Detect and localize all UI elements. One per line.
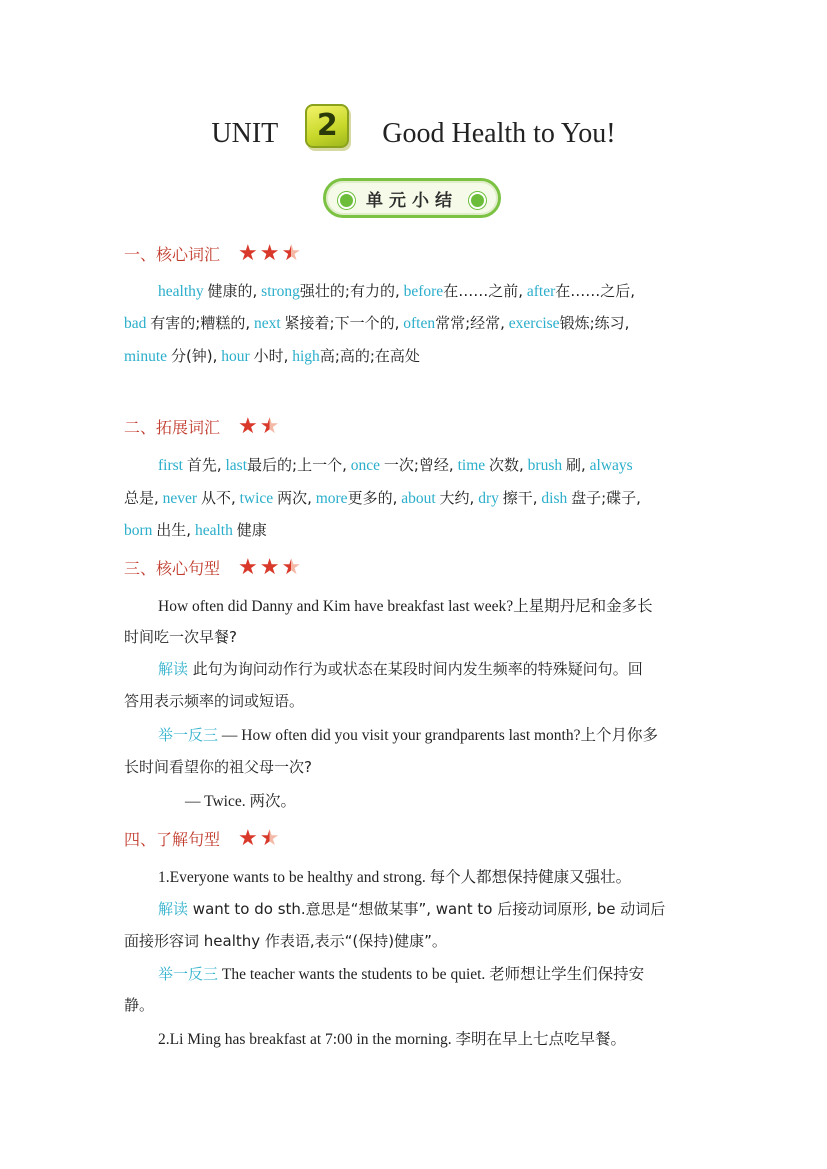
vocab-meaning: 健康的, (207, 282, 258, 300)
vocab-word: exercise (508, 315, 560, 332)
vocab-word: before (403, 283, 444, 300)
unit-number-badge: 2 (305, 104, 349, 148)
example-line (185, 789, 296, 811)
explain-line (158, 898, 665, 919)
explain-text: 面接形容词 healthy 作表语,表示“(保持)健康”。 (124, 932, 447, 950)
section-heading-ext-vocab (124, 415, 279, 438)
vocab-meaning: 常常;经常, (435, 314, 505, 332)
star-icon: ★ (238, 825, 258, 851)
vocab-word: first (158, 457, 183, 474)
example-line (158, 723, 658, 745)
badge-dot-right (469, 192, 486, 209)
vocab-line (124, 519, 267, 540)
star-icon: ★ (238, 554, 258, 580)
vocab-word: once (350, 457, 380, 474)
star-icon: ★ (238, 413, 258, 439)
vocab-meaning: 健康 (236, 521, 267, 539)
vocab-meaning: 两次, (277, 489, 312, 507)
vocab-meaning: 高;高的;在高处 (319, 347, 420, 365)
star-icon: ★ (259, 554, 280, 580)
vocab-word: dry (478, 490, 499, 507)
vocab-word: twice (239, 490, 274, 507)
sentence-text: 时间吃一次早餐? (124, 628, 237, 646)
sentence-text: 2.Li Ming has breakfast at 7:00 in the morning. 李明在早上七点吃早餐。 (158, 1031, 626, 1048)
explain-line (124, 930, 447, 951)
explain-line (124, 690, 304, 711)
summary-badge (323, 178, 501, 218)
rating-stars (238, 413, 280, 439)
vocab-meaning: 从不, (200, 489, 236, 507)
sentence-line (158, 1027, 626, 1049)
star-icon: ★ (259, 240, 280, 266)
section-heading-known-sentence (124, 827, 279, 850)
vocab-word: bad (124, 315, 147, 332)
section-heading-core-sentence (124, 556, 301, 579)
vocab-line (124, 312, 629, 333)
explain-label: 解读 (158, 900, 189, 918)
vocab-meaning: 盘子;碟子, (571, 489, 641, 507)
vocab-word: hour (221, 348, 250, 365)
half-star-icon: ★ (259, 825, 280, 851)
vocab-word: born (124, 522, 153, 539)
section-title: 一、核心词汇 (124, 245, 221, 264)
example-line (124, 994, 154, 1015)
explain-line (158, 658, 643, 679)
sentence-line (158, 865, 631, 887)
vocab-line (158, 280, 635, 301)
star-icon: ★ (238, 240, 258, 266)
badge-text: 单元小结 (366, 190, 458, 211)
example-text: — Twice. 两次。 (185, 793, 296, 810)
vocab-line (124, 345, 420, 366)
example-label: 举一反三 (158, 965, 219, 983)
vocab-meaning: 强壮的;有力的, (299, 282, 400, 300)
example-line (124, 756, 312, 777)
vocab-meaning: 在……之前, (443, 282, 523, 300)
vocab-word: dish (541, 490, 568, 507)
vocab-word: next (253, 315, 281, 332)
vocab-meaning: 擦干, (502, 489, 538, 507)
explain-label: 解读 (158, 660, 189, 678)
vocab-meaning: 最后的;上一个, (247, 456, 347, 474)
vocab-meaning: 更多的, (347, 489, 398, 507)
rating-stars (238, 240, 302, 266)
half-star-icon: ★ (259, 413, 280, 439)
vocab-meaning: 锻炼;练习, (559, 314, 630, 332)
vocab-word: never (162, 490, 198, 507)
explain-text: 此句为询问动作行为或状态在某段时间内发生频率的特殊疑问句。回 (192, 660, 643, 678)
unit-name: Good Health to You! (382, 118, 616, 149)
badge-dot-left (338, 192, 355, 209)
vocab-word: last (225, 457, 248, 474)
vocab-line (124, 487, 641, 508)
vocab-word: more (315, 490, 348, 507)
example-line (158, 962, 644, 984)
vocab-word: about (401, 490, 436, 507)
vocab-word: strong (261, 283, 300, 300)
vocab-meaning: 一次;曾经, (383, 456, 454, 474)
vocab-line (158, 454, 633, 475)
section-heading-core-vocab (124, 242, 301, 265)
vocab-word: minute (124, 348, 168, 365)
vocab-meaning: 小时, (253, 347, 289, 365)
unit-label: UNIT (211, 118, 279, 149)
sentence-line (124, 626, 237, 647)
vocab-meaning: 紧接着;下一个的, (284, 314, 400, 332)
section-title: 三、核心句型 (124, 559, 221, 578)
rating-stars (238, 554, 302, 580)
vocab-word: high (292, 348, 320, 365)
vocab-meaning: 有害的;糟糕的, (150, 314, 251, 332)
sentence-text: 1.Everyone wants to be healthy and strong. 每个人都想保持健康又强壮。 (158, 869, 632, 886)
half-star-icon: ★ (281, 240, 302, 266)
vocab-word: always (589, 457, 633, 474)
sentence-text: How often did Danny and Kim have breakfast last week?上星期丹尼和金多长 (158, 598, 653, 615)
vocab-word: after (526, 283, 556, 300)
vocab-word: health (194, 522, 233, 539)
example-text: The teacher wants the students to be quiet. 老师想让学生们保持安 (221, 966, 645, 983)
vocab-word: often (403, 315, 436, 332)
vocab-meaning: 大约, (439, 489, 475, 507)
section-title: 二、拓展词汇 (124, 418, 221, 437)
sentence-line (158, 594, 653, 616)
half-star-icon: ★ (281, 554, 302, 580)
example-text: 静。 (124, 996, 155, 1014)
section-title: 四、了解句型 (124, 830, 221, 849)
vocab-meaning: 首先, (186, 456, 222, 474)
vocab-meaning: 次数, (489, 456, 524, 474)
vocab-meaning: 刷, (566, 456, 586, 474)
rating-stars (238, 825, 280, 851)
vocab-word: healthy (158, 283, 204, 300)
example-text: — How often did you visit your grandparents last month?上个月你多 (221, 727, 658, 744)
example-label: 举一反三 (158, 726, 219, 744)
unit-title (0, 108, 827, 156)
vocab-word: time (457, 457, 486, 474)
vocab-word: brush (527, 457, 563, 474)
vocab-meaning: 在……之后, (555, 282, 636, 300)
example-text: 长时间看望你的祖父母一次? (124, 758, 312, 776)
explain-text: 答用表示频率的词或短语。 (124, 692, 305, 710)
vocab-meaning: 总是, (124, 489, 159, 507)
explain-text: want to do sth.意思是“想做某事”, want to 后接动词原形, be 动词后 (192, 900, 666, 918)
vocab-meaning: 出生, (156, 521, 192, 539)
vocab-meaning: 分(钟), (170, 347, 218, 365)
